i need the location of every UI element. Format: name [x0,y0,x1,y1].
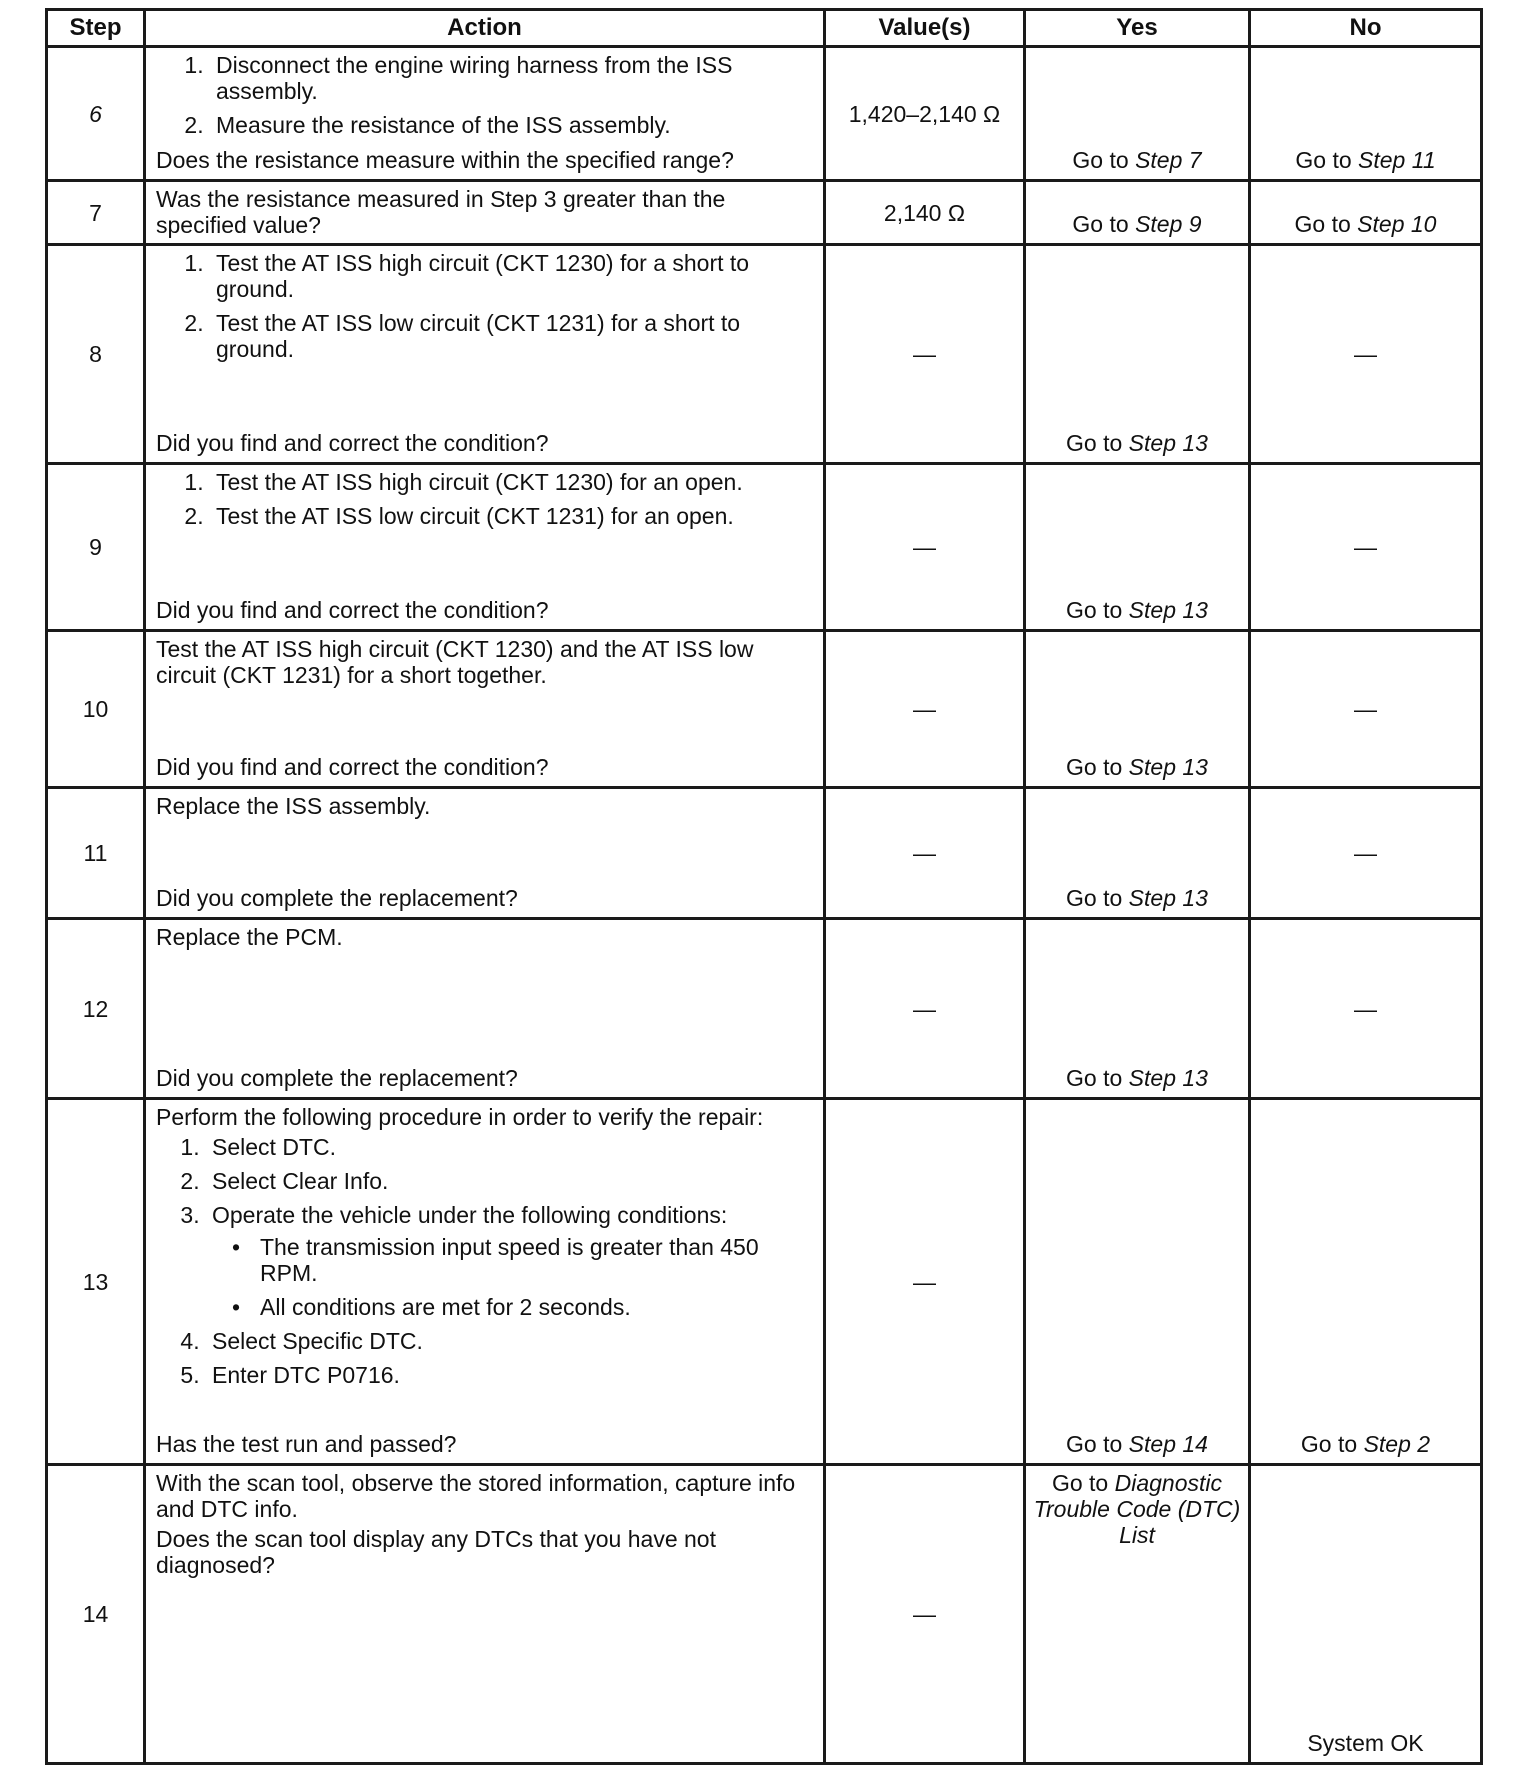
list-item: 1. Test the AT ISS high circuit (CKT 1230) for an open. [210,469,813,495]
yes-step-link[interactable]: Step 13 [1128,754,1208,780]
action-text: With the scan tool, observe the stored information, capture info and DTC info. [156,1470,796,1522]
step-number: 14 [47,1465,145,1764]
action-question: Did you complete the replacement? [156,1065,518,1091]
yes-prefix: Go to [1072,147,1136,173]
value-cell: — [825,245,1025,464]
step-number: 10 [47,631,145,788]
no-cell [1250,1099,1482,1465]
step-number: 9 [47,464,145,631]
value-cell: — [825,464,1025,631]
no-prefix: Go to [1295,147,1359,173]
yes-cell [1025,919,1250,1099]
no-prefix: Go to [1294,211,1358,237]
header-step: Step [47,10,145,47]
diagnostic-table-page [45,8,1480,1765]
action-question: Has the test run and passed? [156,1431,457,1457]
action-question: Does the scan tool display any DTCs that you have not diagnosed? [156,1526,716,1578]
action-question: Did you find and correct the condition? [156,430,549,456]
no-cell: — [1250,788,1482,919]
no-step-link[interactable]: Step 10 [1357,211,1437,237]
action-cell [145,47,825,181]
action-steps [156,52,813,138]
header-values: Value(s) [825,10,1025,47]
header-no: No [1250,10,1482,47]
list-item: 5. Enter DTC P0716. [206,1362,813,1388]
yes-step-link[interactable]: Step 14 [1128,1431,1208,1457]
table-row [47,631,1482,788]
action-cell [145,1099,825,1465]
list-item-text: Operate the vehicle under the following conditions: [212,1202,728,1228]
value-cell: — [825,788,1025,919]
yes-prefix: Go to [1066,430,1129,456]
step-number: 11 [47,788,145,919]
action-question: Did you find and correct the condition? [156,597,549,623]
value-cell: — [825,919,1025,1099]
yes-cell [1025,1099,1250,1465]
list-item: 1. Disconnect the engine wiring harness from the ISS assembly. [210,52,813,104]
no-prefix: Go to [1300,1431,1364,1457]
yes-prefix: Go to [1051,1470,1115,1496]
step-number: 6 [47,47,145,181]
action-cell [145,631,825,788]
action-question: Did you find and correct the condition? [156,754,549,780]
bullet-item: • All conditions are met for 2 seconds. [254,1294,813,1320]
list-item: 1. Select DTC. [206,1134,813,1160]
action-text: Perform the following procedure in order to verify the repair: [156,1104,764,1130]
table-row [47,788,1482,919]
value-cell: 1,420–2,140 Ω [825,47,1025,181]
table-row [47,919,1482,1099]
table-row [47,1099,1482,1465]
value-cell: 2,140 Ω [825,181,1025,245]
table-row [47,47,1482,181]
list-item: 4. Select Specific DTC. [206,1328,813,1354]
list-item: 2. Select Clear Info. [206,1168,813,1194]
yes-cell [1025,181,1250,245]
header-row [47,10,1482,47]
no-cell: — [1250,245,1482,464]
yes-cell [1025,245,1250,464]
no-cell: System OK [1250,1465,1482,1764]
yes-cell [1025,788,1250,919]
action-cell [145,464,825,631]
action-cell [145,1465,825,1764]
action-text: Replace the ISS assembly. [156,793,431,819]
diagnostic-table [45,8,1483,1765]
yes-step-link[interactable]: Step 9 [1135,211,1202,237]
action-question: Did you complete the replacement? [156,885,518,911]
no-step-link[interactable]: Step 2 [1363,1431,1431,1457]
list-item: 2. Measure the resistance of the ISS assembly. [210,112,813,138]
yes-prefix: Go to [1066,1431,1129,1457]
no-cell: — [1250,464,1482,631]
action-question: Does the resistance measure within the specified range? [156,147,734,173]
table-row [47,181,1482,245]
bullet-item: • The transmission input speed is greater than 450 RPM. [254,1234,813,1286]
value-cell: — [825,1099,1025,1465]
yes-prefix: Go to [1066,1065,1129,1091]
action-steps [156,250,813,362]
yes-cell [1025,47,1250,181]
action-text: Test the AT ISS high circuit (CKT 1230) and the AT ISS low circuit (CKT 1231) for a short together. [156,636,754,688]
step-number: 8 [47,245,145,464]
yes-prefix: Go to [1066,597,1129,623]
action-cell [145,919,825,1099]
list-item: 2. Test the AT ISS low circuit (CKT 1231) for an open. [210,503,813,529]
yes-prefix: Go to [1066,885,1129,911]
yes-step-link[interactable]: Step 13 [1128,430,1208,456]
action-text: Replace the PCM. [156,924,343,950]
list-item: 2. Test the AT ISS low circuit (CKT 1231) for a short to ground. [210,310,813,362]
table-row [47,464,1482,631]
step-number: 7 [47,181,145,245]
yes-step-link[interactable]: Step 7 [1135,147,1202,173]
no-cell [1250,181,1482,245]
yes-step-link[interactable]: Step 13 [1128,885,1208,911]
yes-cell [1025,464,1250,631]
header-action: Action [145,10,825,47]
yes-step-link[interactable]: Step 13 [1128,1065,1208,1091]
no-cell: — [1250,919,1482,1099]
yes-cell [1025,1465,1250,1764]
no-cell: — [1250,631,1482,788]
list-item [206,1202,813,1320]
action-cell [145,181,825,245]
table-row [47,245,1482,464]
yes-prefix: Go to [1072,211,1136,237]
yes-prefix: Go to [1066,754,1129,780]
yes-step-link[interactable]: Step 13 [1128,597,1208,623]
value-cell: — [825,631,1025,788]
no-cell [1250,47,1482,181]
yes-dtc-list-link[interactable]: Diagnostic Trouble Code (DTC) List [1033,1470,1241,1548]
action-steps [156,469,813,529]
yes-cell [1025,631,1250,788]
step-number: 12 [47,919,145,1099]
step-number: 13 [47,1099,145,1465]
action-text: Was the resistance measured in Step 3 greater than the specified value? [156,186,726,238]
action-steps [156,1134,813,1388]
condition-bullets [212,1234,813,1320]
value-cell: — [825,1465,1025,1764]
action-cell [145,245,825,464]
action-cell [145,788,825,919]
list-item: 1. Test the AT ISS high circuit (CKT 1230) for a short to ground. [210,250,813,302]
table-row [47,1465,1482,1764]
no-step-link[interactable]: Step 11 [1358,147,1436,173]
header-yes: Yes [1025,10,1250,47]
